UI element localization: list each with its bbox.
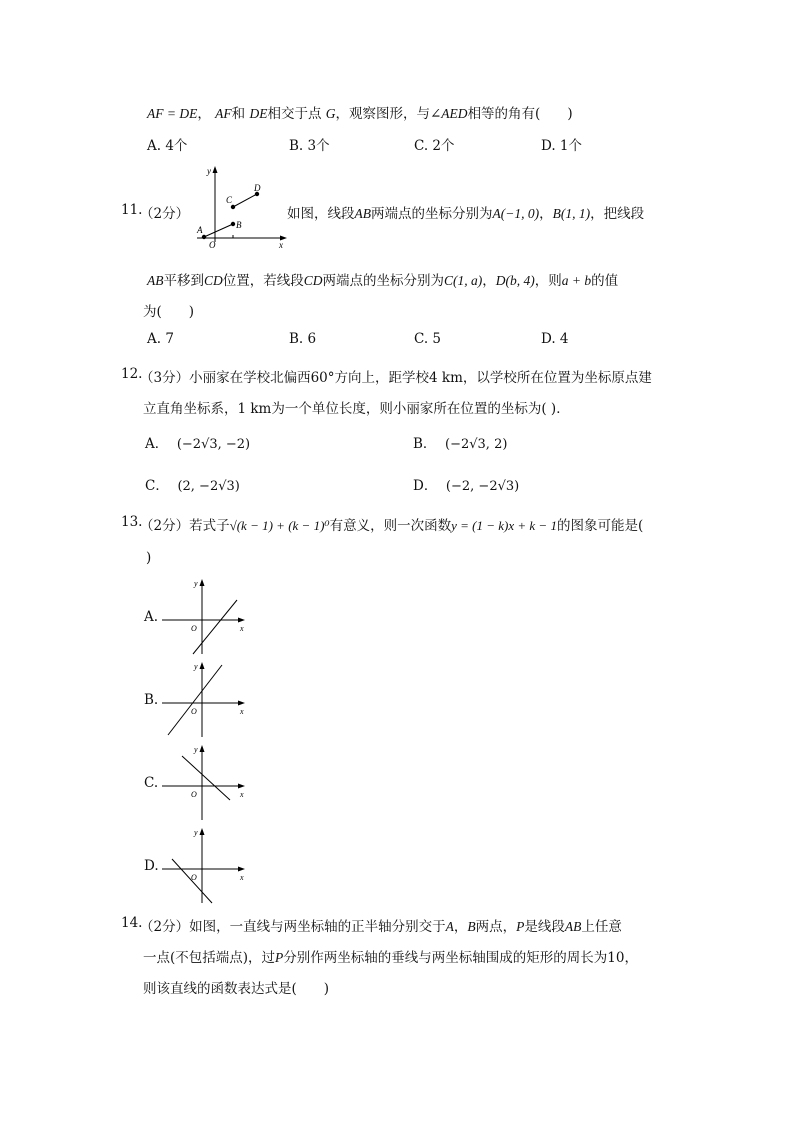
q11-fig-b-label: B [236,220,242,230]
q11-fig-origin-label: O [209,240,216,250]
q10-stem: AF = DE， AF和 DE相交于点 G，观察图形，与∠AED相等的角有( ) [147,106,573,122]
q11-option-c[interactable]: C. 5 [414,331,442,347]
q12-number: 12. [121,366,143,382]
q11-figure [195,162,290,252]
q10-option-a[interactable]: A. 4个 [147,138,188,154]
q12-line1: （3分）小丽家在学校北偏西60°方向上，距学校4 km，以学校所在位置为坐标原点建 [140,370,652,386]
q11-fig-d-label: D [254,183,261,193]
q13-line2: ) [146,550,152,566]
q13-graph-d-x-label: x [240,873,244,882]
q13-option-c-label[interactable]: C. [144,775,159,791]
q11-line2: AB平移到CD位置，若线段CD两端点的坐标分别为C(1, a)，D(b, 4)，则a + b的值 [147,273,619,289]
q11-fig-y-label: y [207,166,211,176]
q11-line1: 如图，线段AB两端点的坐标分别为A(−1, 0)，B(1, 1)，把线段 [287,206,645,222]
q13-graph-c [160,742,250,824]
q11-number: 11. [121,202,143,218]
q10-option-b[interactable]: B. 3个 [289,138,330,154]
q11-fig-c-label: C [226,195,233,205]
q13-graph-b-y-label: y [194,662,198,671]
q12-line2: 立直角坐标系，1 km为一个单位长度，则小丽家所在位置的坐标为( )． [143,401,570,417]
q12-option-a[interactable]: A． (−2√3, −2) [145,436,251,452]
q13-graph-a-y-label: y [194,579,198,588]
q11-option-d[interactable]: D. 4 [541,331,569,347]
q13-graph-c-y-label: y [194,745,198,754]
q14-line3: 则该直线的函数表达式是( ) [143,981,330,997]
q13-graph-d-y-label: y [194,828,198,837]
q13-graph-a-x-label: x [240,624,244,633]
q11-line3: 为( ) [143,304,195,320]
q10-option-c[interactable]: C. 2个 [414,138,455,154]
q13-option-a-label[interactable]: A. [144,609,159,625]
q12-option-d[interactable]: D． (−2, −2√3) [413,478,520,494]
q14-number: 14. [121,915,143,931]
q13-graph-b-origin-label: O [191,707,197,716]
q12-option-c[interactable]: C． (2, −2√3) [145,478,240,494]
q14-line1: （2分）如图，一直线与两坐标轴的正半轴分别交于A，B两点，P是线段AB上任意 [140,919,622,935]
q13-option-d-label[interactable]: D. [144,858,159,874]
q13-graph-c-x-label: x [240,790,244,799]
q11-score: （2分） [140,206,190,222]
q13-number: 13. [121,514,143,530]
q13-graph-b [160,659,250,741]
q13-graph-d-origin-label: O [191,873,197,882]
q14-line2: 一点(不包括端点)，过P分别作两坐标轴的垂线与两坐标轴围成的矩形的周长为10， [143,950,638,966]
q11-fig-x-label: x [279,240,283,250]
q10-option-d[interactable]: D. 1个 [541,138,583,154]
q13-option-b-label[interactable]: B. [144,692,159,708]
q11-option-a[interactable]: A. 7 [147,331,174,347]
q11-option-b[interactable]: B. 6 [289,331,317,347]
q11-fig-a-label: A [197,225,203,235]
q13-graph-a [160,576,250,658]
q12-option-b[interactable]: B． (−2√3, 2) [413,436,508,452]
q13-graph-b-x-label: x [240,707,244,716]
q13-graph-c-origin-label: O [191,790,197,799]
q13-graph-a-origin-label: O [191,624,197,633]
q13-line1: （2分）若式子√(k − 1) + (k − 1)⁰有意义，则一次函数y = (1 − k)x + k − 1的图象可能是( [140,518,644,534]
q13-graph-d [160,825,250,907]
